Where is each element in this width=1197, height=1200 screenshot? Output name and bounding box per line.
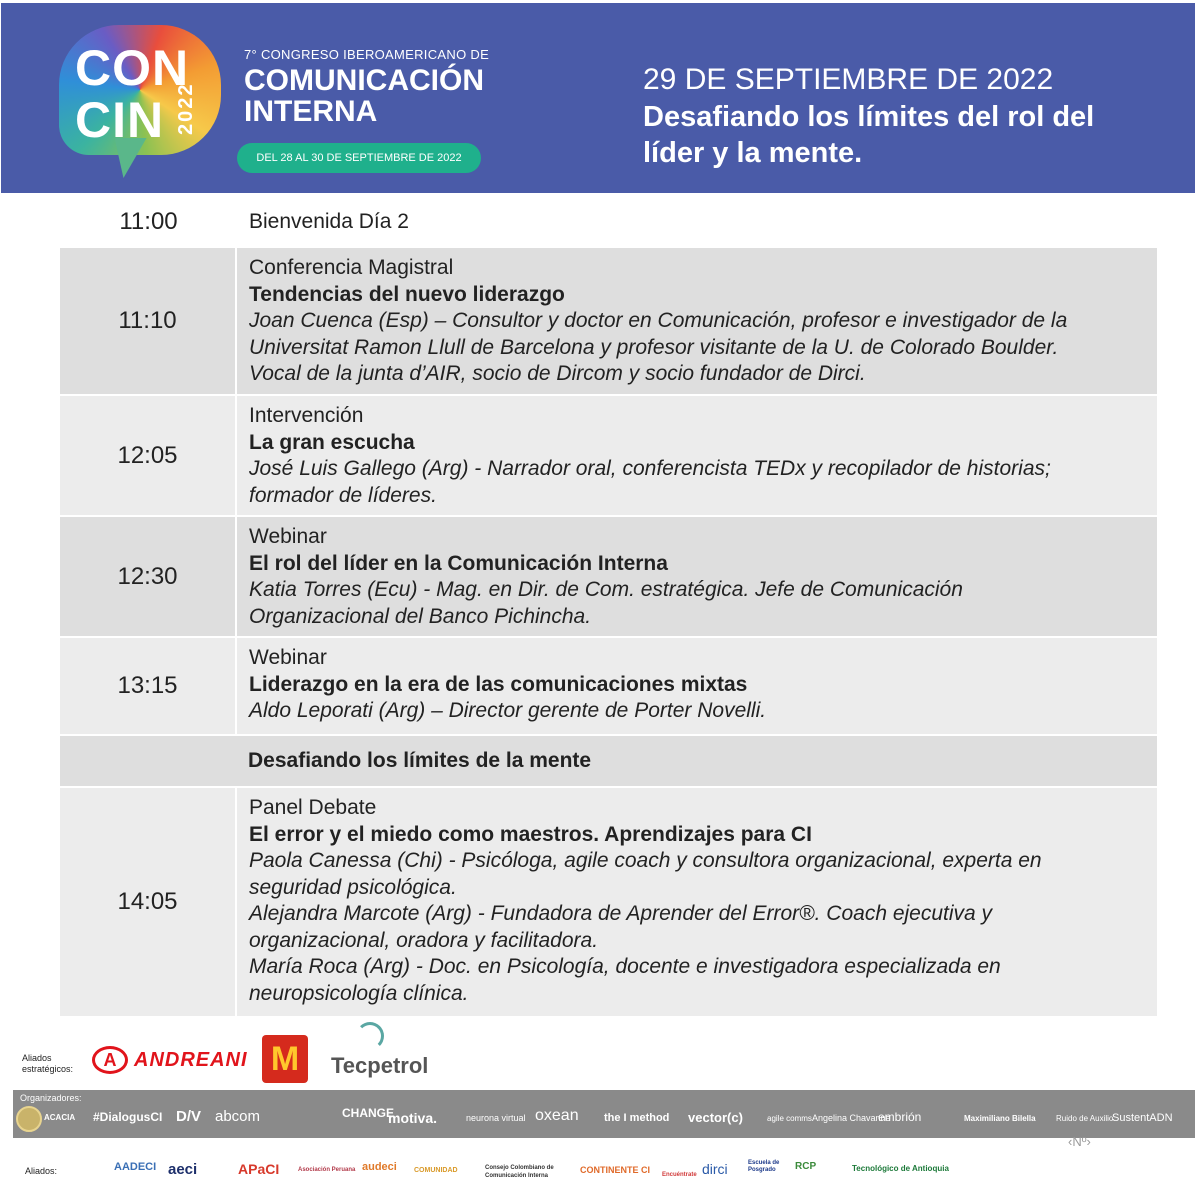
section-heading-row [60,736,1157,786]
agenda-time: 12:30 [60,517,237,636]
andreani-logo [92,1046,248,1074]
agenda-time: 11:00 [119,208,178,235]
andreani-mark-icon: A [92,1046,128,1074]
agenda-time: 13:15 [60,638,237,734]
organizer-logo: motiva. [388,1110,438,1126]
session-speaker-line: Joan Cuenca (Esp) – Consultor y doctor en Comunicación, profesor e investigador de la [249,309,1068,332]
session-speaker-line: José Luis Gallego (Arg) - Narrador oral, conferencista TEDx y recopilador de historias; [249,457,1051,480]
tecpetrol-arc-icon [356,1022,384,1050]
agenda-content [237,396,1157,515]
organizer-logo: neurona virtual [466,1113,526,1123]
ally-logo: Tecnológico de Antioquia [852,1164,949,1173]
allies-label: Aliados: [25,1166,58,1176]
session-speaker-line: Vocal de la junta d’AIR, socio de Dircom y socio fundador de Dirci. [249,362,866,385]
session-type: Intervención [249,404,364,427]
organizer-logo: CHANGE [342,1106,395,1120]
organizer-logo: the I method [604,1112,670,1124]
strategic-allies-label [22,1053,73,1075]
ally-logo: COMUNIDAD [414,1167,458,1174]
organizer-logo: ACACIA [44,1113,76,1122]
session-speaker-line: Katia Torres (Ecu) - Mag. en Dir. de Com. estratégica. Jefe de Comunicación [249,578,963,601]
session-speaker-line: Alejandra Marcote (Arg) - Fundadora de Aprender del Error®. Coach ejecutiva y [249,902,993,925]
session-type: Conferencia Magistral [249,256,454,279]
organizers-label: Organizadores: [20,1093,82,1103]
agenda-title: Bienvenida Día 2 [249,210,409,233]
session-title: Tendencias del nuevo liderazgo [249,282,565,306]
ally-logo: CONTINENTE CI [580,1165,651,1175]
session-type: Webinar [249,525,327,548]
ally-logo: AADECI [114,1161,157,1173]
organizer-logo: agile comms [767,1114,812,1123]
agenda-content [237,517,1157,636]
logo-word-cin: CIN [75,92,165,148]
organizer-logo: Maximiliano Bilella [964,1114,1036,1123]
session-title: El rol del líder en la Comunicación Interna [249,551,668,575]
organizer-logo: D/V [176,1108,202,1125]
session-type: Panel Debate [249,796,377,819]
agenda-row [60,248,1157,394]
organizer-logo: abcom [215,1108,261,1125]
logo-word-con: CON [75,40,190,96]
agenda-row-panel [60,788,1157,1016]
tecpetrol-logo: Tecpetrol [331,1053,429,1078]
congress-name-line-2: INTERNA [244,95,378,128]
mcdonalds-logo: M [262,1035,308,1083]
session-speaker-line: neuropsicología clínica. [249,981,469,1005]
logo-year: 2022 [175,82,197,135]
session-speaker-line: Aldo Leporati (Arg) – Director gerente de Porter Novelli. [249,699,767,722]
agenda-time: 12:05 [60,396,237,515]
agenda-content [237,638,1157,734]
organizer-logo: SustentADN [1112,1112,1173,1124]
organizer-logo: Angelina Chavanne [812,1113,891,1123]
ally-logo: Asociación Peruana [298,1167,356,1173]
ally-logo: aeci [168,1161,198,1178]
session-title: La gran escucha [249,430,415,454]
andreani-word: ANDREANI [134,1048,248,1071]
header-banner [1,3,1195,193]
congress-dates-pill: DEL 28 AL 30 DE SEPTIEMBRE DE 2022 [237,143,481,173]
ally-logo: audeci [362,1161,397,1173]
agenda-time: 11:10 [60,248,237,394]
organizer-logo: vector(c) [688,1110,743,1125]
ally-logo: Escuela de Posgrado [748,1160,780,1173]
organizer-logo: embrión [878,1110,922,1124]
organizer-logo: Ruido de Auxilio [1056,1114,1114,1123]
ally-logo: APaCI [238,1161,280,1177]
session-type: Webinar [249,646,327,669]
ally-logo: Encuéntrate [662,1172,697,1178]
strategic-allies-label-2: estratégicos: [22,1064,74,1074]
ally-logo: Consejo Colombiano de Comunicación Interna [485,1165,554,1179]
agenda-row [60,517,1157,636]
congress-name-line-1: COMUNICACIÓN [244,64,484,97]
agenda-row [60,396,1157,515]
session-speaker-line: Paola Canessa (Chi) - Psicóloga, agile coach y consultora organizacional, experta en [249,849,1042,872]
session-speaker-line: organizacional, oradora y facilitadora. [249,928,599,952]
strategic-allies-label-1: Aliados [22,1053,52,1063]
ally-logo: dirci [702,1161,728,1177]
section-heading: Desafiando los límites de la mente [248,749,592,772]
session-speaker-line: Organizacional del Banco Pichincha. [249,604,592,628]
congress-number: 7° CONGRESO IBEROAMERICANO DE [244,47,490,62]
agenda-row [60,638,1157,734]
congress-name [244,65,484,127]
session-title: El error y el miedo como maestros. Aprendizajes para CI [249,822,812,846]
session-speaker-line: seguridad psicológica. [249,875,457,899]
acacia-badge-icon [16,1106,42,1132]
organizer-logo: #DialogusCI [93,1110,163,1124]
page-number-placeholder: ‹Nº› [1068,1134,1091,1149]
agenda-time: 14:05 [60,788,237,1016]
session-speaker-line: María Roca (Arg) - Doc. en Psicología, docente e investigadora especializada en [249,955,1001,978]
session-speaker-line: Universitat Ramon Llull de Barcelona y profesor visitante de la U. de Colorado Boulder. [249,335,1059,359]
event-subtitle: Desafiando los límites del rol del líder y la mente. [643,101,1095,169]
session-speaker-line: formador de líderes. [249,483,437,507]
ally-logo: RCP [795,1161,817,1172]
agenda-row-welcome [60,196,1157,248]
event-date: 29 DE SEPTIEMBRE DE 2022 [643,63,1054,96]
organizer-logo: oxean [535,1107,579,1124]
session-title: Liderazgo en la era de las comunicaciones mixtas [249,672,748,696]
agenda-content [237,248,1157,394]
agenda-content [237,788,1157,1016]
